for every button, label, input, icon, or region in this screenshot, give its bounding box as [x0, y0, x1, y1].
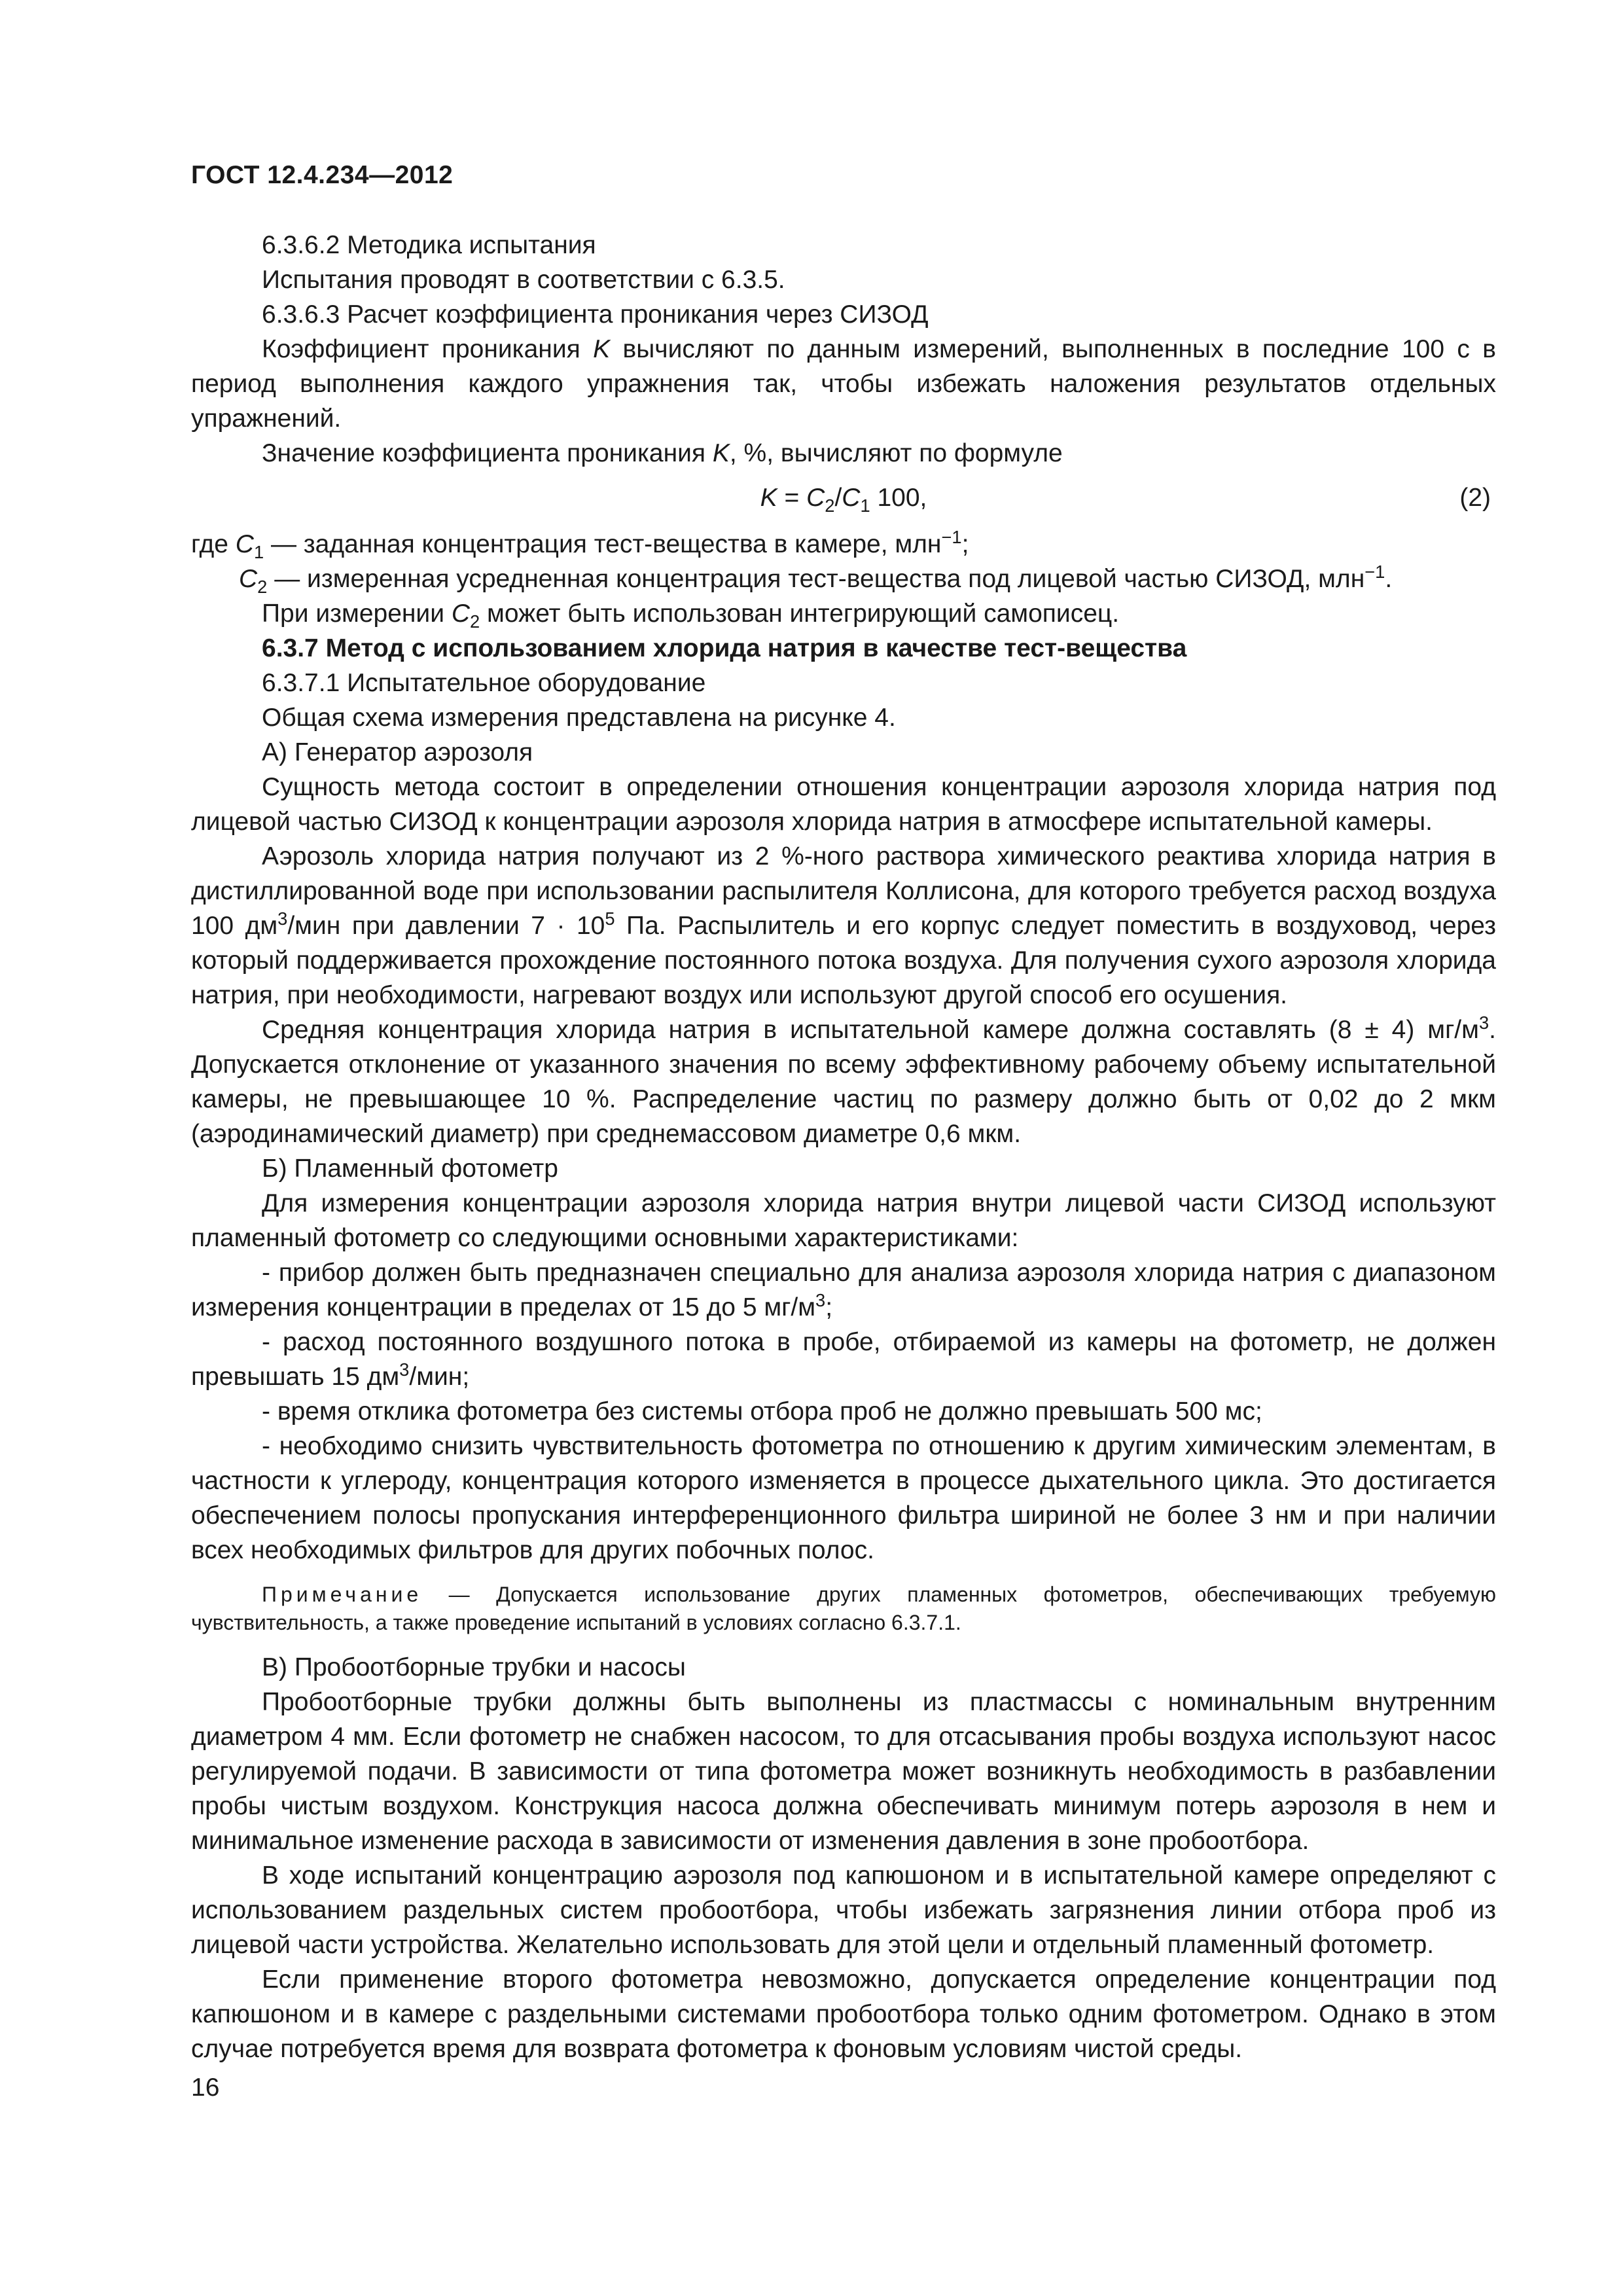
formula-number: (2)	[1459, 484, 1491, 512]
section-6-3-6-2-heading: 6.3.6.2 Методика испытания	[262, 231, 596, 259]
part-v-paragraph-3: Если применение второго фотометра невозможно, допускается определение концентрации под капюшоном и в камере с раздельными системами пробоотбора только одним фотометром. Однако в этом случае потребуется время для возврата фотометра к фоновым условиям чистой среды.	[191, 1965, 1496, 2063]
formula-intro-paragraph: Значение коэффициента проникания K, %, вычисляют по формуле	[262, 439, 1063, 467]
note: Примечание — Допускается использование других пламенных фотометров, обеспечивающих требуемую чувствительность, а также проведение испытаний в условиях согласно 6.3.7.1.	[191, 1583, 1496, 1634]
document-body	[191, 228, 1496, 2066]
list-item: - необходимо снизить чувствительность фотометра по отношению к другим химическим элементам, в частности к углероду, концентрация которого изменяется в процессе дыхательного цикла. Это достигается обеспечением полосы пропускания интерференционного фильтра шириной не более 3 нм и при наличии всех необходимых фильтров для других побочных полос.	[191, 1432, 1496, 1564]
part-v-paragraph-2: В ходе испытаний концентрацию аэрозоля под капюшоном и в испытательной камере определяют с использованием раздельных систем пробоотбора, чтобы избежать загрязнения линии отбора проб из лицевой части устройства. Желательно использовать для этой цели и отдельный пламенный фотометр.	[191, 1861, 1496, 1959]
page-number: 16	[191, 2073, 220, 2102]
variable-k: K	[712, 439, 730, 467]
part-v-title: В) Пробоотборные трубки и насосы	[262, 1653, 686, 1681]
list-item: - прибор должен быть предназначен специально для анализа аэрозоля хлорида натрия с диапазоном измерения концентрации в пределах от 15 до 5 $мг/м^3$;	[191, 1259, 1496, 1321]
formula-2	[191, 472, 1496, 524]
section-6-3-6-2-text: Испытания проводят в соответствии с 6.3.5.	[262, 266, 785, 294]
penetration-definition-paragraph: Коэффициент проникания K вычисляют по данным измерений, выполненных в последние 100 с в период выполнения каждого упражнения так, чтобы избежать наложения результатов отдельных упражнений.	[191, 335, 1496, 433]
where-c1-line: где $C_1$ — заданная концентрация тест-вещества в камере, млн$^{-1}$;	[191, 527, 969, 562]
part-b-title: Б) Пламенный фотометр	[262, 1155, 558, 1183]
section-6-3-7-heading: 6.3.7 Метод с использованием хлорида натрия в качестве тест-вещества	[262, 634, 1187, 662]
part-a-paragraph-1: Сущность метода состоит в определении отношения концентрации аэрозоля хлорида натрия под лицевой частью СИЗОД к концентрации аэрозоля хлорида натрия в атмосфере испытательной камеры.	[191, 773, 1496, 836]
where-c2-line: $C_2$ — измеренная усредненная концентрация тест-вещества под лицевой частью СИЗОД, млн$^{-1}$.	[239, 562, 1393, 597]
part-b-intro: Для измерения концентрации аэрозоля хлорида натрия внутри лицевой части СИЗОД используют пламенный фотометр со следующими основными характеристиками:	[191, 1189, 1496, 1252]
part-a-paragraph-3: Средняя концентрация хлорида натрия в испытательной камере должна составлять (8 ± 4) $мг/м^3$. Допускается отклонение от указанного значения по всему эффективному рабочему объему испытательной камеры, не превышающее 10 %. Распределение частиц по размеру должно быть от 0,02 до 2 мкм (аэродинамический диаметр) при среднемассовом диаметре 0,6 мкм.	[191, 1013, 1496, 1148]
section-6-3-6-3-heading: 6.3.6.3 Расчет коэффициента проникания через СИЗОД	[262, 300, 929, 329]
formula-expression: $K = C_2/C_1$ 100,	[760, 484, 927, 516]
part-a-paragraph-2: Аэрозоль хлорида натрия получают из 2 %-ного раствора химического реактива хлорида натрия в дистиллированной воде при использовании распылителя Коллисона, для которого требуется расход воздуха 100 $дм^3$/мин при давлении $7 \cdot 10^5$ Па. Распылитель и его корпус следует поместить в воздуховод, через который поддерживается прохождение постоянного потока воздуха. Для получения сухого аэрозоля хлорида натрия, при необходимости, нагревают воздух или используют другой способ его осушения.	[191, 842, 1496, 1009]
part-a-title: А) Генератор аэрозоля	[262, 738, 533, 766]
scheme-reference: Общая схема измерения представлена на рисунке 4.	[262, 704, 896, 732]
standard-header: ГОСТ 12.4.234—2012	[191, 161, 454, 189]
section-6-3-7-1-heading: 6.3.7.1 Испытательное оборудование	[262, 669, 706, 697]
part-v-paragraph-1: Пробоотборные трубки должны быть выполнены из пластмассы с номинальным внутренним диаметром 4 мм. Если фотометр не снабжен насосом, то для отсасывания пробы воздуха используют насос регулируемой подачи. В зависимости от типа фотометра может возникнуть необходимость в разбавлении пробы чистым воздухом. Конструкция насоса должна обеспечивать минимум потерь аэрозоля в нем и минимальное изменение расхода в зависимости от изменения давления в зоне пробоотбора.	[191, 1688, 1496, 1855]
variable-k: K	[593, 335, 611, 363]
list-item: - расход постоянного воздушного потока в пробе, отбираемой из камеры на фотометр, не должен превышать 15 $дм^3$/мин;	[191, 1328, 1496, 1391]
note-label: Примечание	[262, 1583, 423, 1606]
list-item: - время отклика фотометра без системы отбора проб не должно превышать 500 мс;	[262, 1397, 1262, 1426]
recorder-paragraph: При измерении $C_2$ может быть использован интегрирующий самописец.	[262, 600, 1120, 632]
